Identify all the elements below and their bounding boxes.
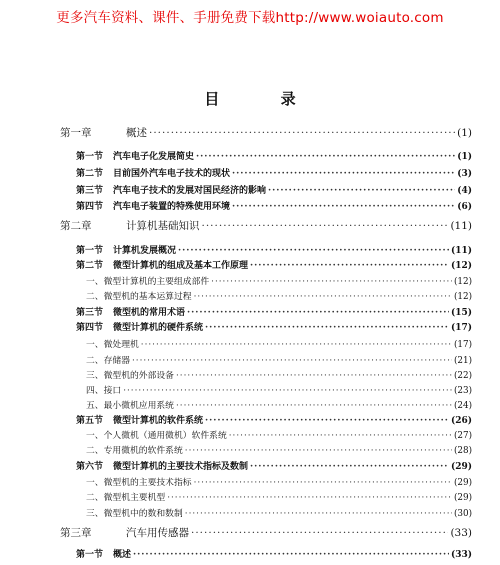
toc-page-number: (12) xyxy=(450,261,472,271)
toc-section-row xyxy=(76,548,472,562)
leader-dots xyxy=(149,126,455,140)
toc-entry-label xyxy=(76,150,194,164)
toc-section-row xyxy=(76,460,472,474)
toc-page-number: (11) xyxy=(450,220,472,232)
toc-subsection-row xyxy=(86,384,472,398)
toc-page-number: (12) xyxy=(453,292,472,302)
toc-section-row xyxy=(76,414,472,428)
toc-entry-title: 三、微型机中的数和数制 xyxy=(86,509,183,519)
toc-subsection-row xyxy=(86,444,472,458)
toc-entry-label xyxy=(86,338,139,352)
toc-entry-number: 第三节 xyxy=(76,308,104,318)
toc-page-number: (29) xyxy=(453,493,472,503)
toc-page-number: (29) xyxy=(453,478,472,488)
toc-page-number: (24) xyxy=(453,401,472,411)
toc-entry-label xyxy=(76,414,203,428)
toc-page-number: (6) xyxy=(457,202,472,212)
leader-dots xyxy=(176,369,452,383)
toc-entry-title: 二、微型机的基本运算过程 xyxy=(86,292,192,302)
toc-subsection-row xyxy=(86,476,472,490)
toc-subsection-row xyxy=(86,429,472,443)
leader-dots xyxy=(211,275,452,289)
toc-page-number: (26) xyxy=(450,416,472,426)
toc-entry-label xyxy=(86,507,183,521)
toc-entry-label xyxy=(76,167,230,181)
leader-dots xyxy=(132,354,452,368)
toc-page-number: (21) xyxy=(453,356,472,366)
toc-entry-label xyxy=(76,321,203,335)
leader-dots xyxy=(232,200,455,214)
leader-dots xyxy=(250,259,449,273)
toc-page-number: (17) xyxy=(453,340,472,350)
leader-dots xyxy=(191,526,448,540)
toc-entry-title: 汽车电子技术的发展对国民经济的影响 xyxy=(113,186,267,196)
leader-dots xyxy=(194,476,452,490)
leader-dots xyxy=(167,491,452,505)
toc-entry-title: 五、最小微机应用系统 xyxy=(86,401,174,411)
toc-entry-label xyxy=(86,491,165,505)
toc-section-row xyxy=(76,184,472,198)
toc-entry-number: 第一节 xyxy=(76,152,104,162)
toc-entry-number: 第四节 xyxy=(76,323,104,333)
toc-section-row xyxy=(76,321,472,335)
toc-page-number: (22) xyxy=(453,371,472,381)
leader-dots xyxy=(176,399,452,413)
leader-dots xyxy=(187,306,449,320)
toc-page-number: (4) xyxy=(457,186,472,196)
leader-dots xyxy=(196,150,455,164)
toc-page-number: (29) xyxy=(450,462,472,472)
toc-entry-label xyxy=(86,444,183,458)
toc-entry-label xyxy=(76,306,185,320)
toc-page-number: (12) xyxy=(453,277,472,287)
leader-dots xyxy=(178,244,449,258)
toc-chapter-row xyxy=(60,126,472,140)
toc-entry-label xyxy=(86,429,227,443)
toc-entry-title: 一、微处理机 xyxy=(86,340,139,350)
toc-entry-title: 微型计算机的组成及基本工作原理 xyxy=(113,261,249,271)
toc-entry-title: 四、接口 xyxy=(86,386,122,396)
toc-entry-number: 第一节 xyxy=(76,246,104,256)
leader-dots xyxy=(133,548,449,562)
leader-dots xyxy=(232,167,455,181)
toc-entry-title: 微型计算机的主要技术指标及数制 xyxy=(113,462,249,472)
leader-dots xyxy=(229,429,452,443)
toc-entry-number: 第二章 xyxy=(60,220,92,232)
toc-subsection-row xyxy=(86,354,472,368)
toc-entry-title: 汽车电子装置的特殊使用环境 xyxy=(113,202,231,212)
toc-entry-number: 第三章 xyxy=(60,527,92,539)
toc-entry-title: 一、个人微机（通用微机）软件系统 xyxy=(86,431,227,441)
toc-subsection-row xyxy=(86,399,472,413)
toc-entry-title: 微型计算机的软件系统 xyxy=(113,416,204,426)
toc-page-number: (1) xyxy=(457,152,472,162)
toc-page-number: (11) xyxy=(450,246,472,256)
toc-page-number: (27) xyxy=(453,431,472,441)
toc-page-number: (23) xyxy=(453,386,472,396)
leader-dots xyxy=(185,444,452,458)
toc-entry-label xyxy=(76,200,230,214)
toc-entry-label xyxy=(86,369,174,383)
toc-chapter-row xyxy=(60,219,472,233)
toc-entry-label xyxy=(86,290,192,304)
toc-entry-title: 概述 xyxy=(126,127,147,139)
toc-section-row xyxy=(76,150,472,164)
toc-entry-label xyxy=(76,244,176,258)
toc-entry-title: 一、微型机的主要技术指标 xyxy=(86,478,192,488)
toc-entry-title: 微型计算机的硬件系统 xyxy=(113,323,204,333)
toc-section-row xyxy=(76,244,472,258)
toc-subsection-row xyxy=(86,275,472,289)
toc-subsection-row xyxy=(86,507,472,521)
toc-entry-label xyxy=(60,526,189,540)
toc-entry-title: 计算机发展概况 xyxy=(113,246,177,256)
toc-section-row xyxy=(76,259,472,273)
toc-entry-label xyxy=(86,399,174,413)
toc-subsection-row xyxy=(86,369,472,383)
toc-entry-label xyxy=(76,548,131,562)
toc-entry-number: 第三节 xyxy=(76,186,104,196)
toc-entry-title: 概述 xyxy=(113,550,132,560)
toc-entry-title: 微型机的常用术语 xyxy=(113,308,186,318)
leader-dots xyxy=(123,384,452,398)
toc-section-row xyxy=(76,167,472,181)
toc-chapter-row xyxy=(60,526,472,540)
toc-entry-title: 一、微型计算机的主要组成部件 xyxy=(86,277,210,287)
toc-page-number: (17) xyxy=(450,323,472,333)
toc-entry-title: 汽车用传感器 xyxy=(126,527,189,539)
toc-entry-label xyxy=(76,259,248,273)
toc-entry-label xyxy=(86,476,192,490)
toc-entry-number: 第二节 xyxy=(76,261,104,271)
toc-subsection-row xyxy=(86,338,472,352)
toc-page-number: (3) xyxy=(457,169,472,179)
toc-entry-title: 汽车电子化发展简史 xyxy=(113,152,195,162)
toc-entry-label xyxy=(86,354,130,368)
leader-dots xyxy=(141,338,452,352)
toc-entry-title: 二、微型机主要机型 xyxy=(86,493,166,503)
toc-entry-label xyxy=(60,126,147,140)
toc-entry-title: 二、专用微机的软件系统 xyxy=(86,446,183,456)
page-title: 目 录 xyxy=(204,90,324,108)
toc-entry-number: 第二节 xyxy=(76,169,104,179)
toc-section-row xyxy=(76,306,472,320)
toc-page-number: (33) xyxy=(450,550,472,560)
toc-entry-label xyxy=(60,219,200,233)
leader-dots xyxy=(268,184,455,198)
toc-page-number: (15) xyxy=(450,308,472,318)
toc-subsection-row xyxy=(86,290,472,304)
toc-section-row xyxy=(76,200,472,214)
leader-dots xyxy=(205,414,449,428)
leader-dots xyxy=(205,321,449,335)
toc-entry-label xyxy=(76,184,266,198)
toc-subsection-row xyxy=(86,491,472,505)
toc-entry-label xyxy=(86,275,209,289)
toc-entry-number: 第一章 xyxy=(60,127,92,139)
toc-entry-number: 第四节 xyxy=(76,202,104,212)
leader-dots xyxy=(194,290,452,304)
toc-entry-number: 第六节 xyxy=(76,462,104,472)
toc-entry-title: 二、存储器 xyxy=(86,356,130,366)
toc-page-number: (30) xyxy=(453,509,472,519)
leader-dots xyxy=(202,219,449,233)
toc-page-number: (33) xyxy=(450,527,472,539)
leader-dots xyxy=(250,460,449,474)
toc-page-number: (1) xyxy=(457,127,472,139)
toc-entry-title: 三、微型机的外部设备 xyxy=(86,371,174,381)
toc-entry-title: 计算机基础知识 xyxy=(126,220,200,232)
leader-dots xyxy=(185,507,452,521)
toc-entry-label xyxy=(76,460,248,474)
download-banner[interactable]: 更多汽车资料、课件、手册免费下载http://www.woiauto.com xyxy=(56,10,444,26)
toc-entry-label xyxy=(86,384,121,398)
toc-page-number: (28) xyxy=(453,446,472,456)
toc-entry-number: 第五节 xyxy=(76,416,104,426)
toc-entry-number: 第一节 xyxy=(76,550,104,560)
toc-entry-title: 目前国外汽车电子技术的现状 xyxy=(113,169,231,179)
